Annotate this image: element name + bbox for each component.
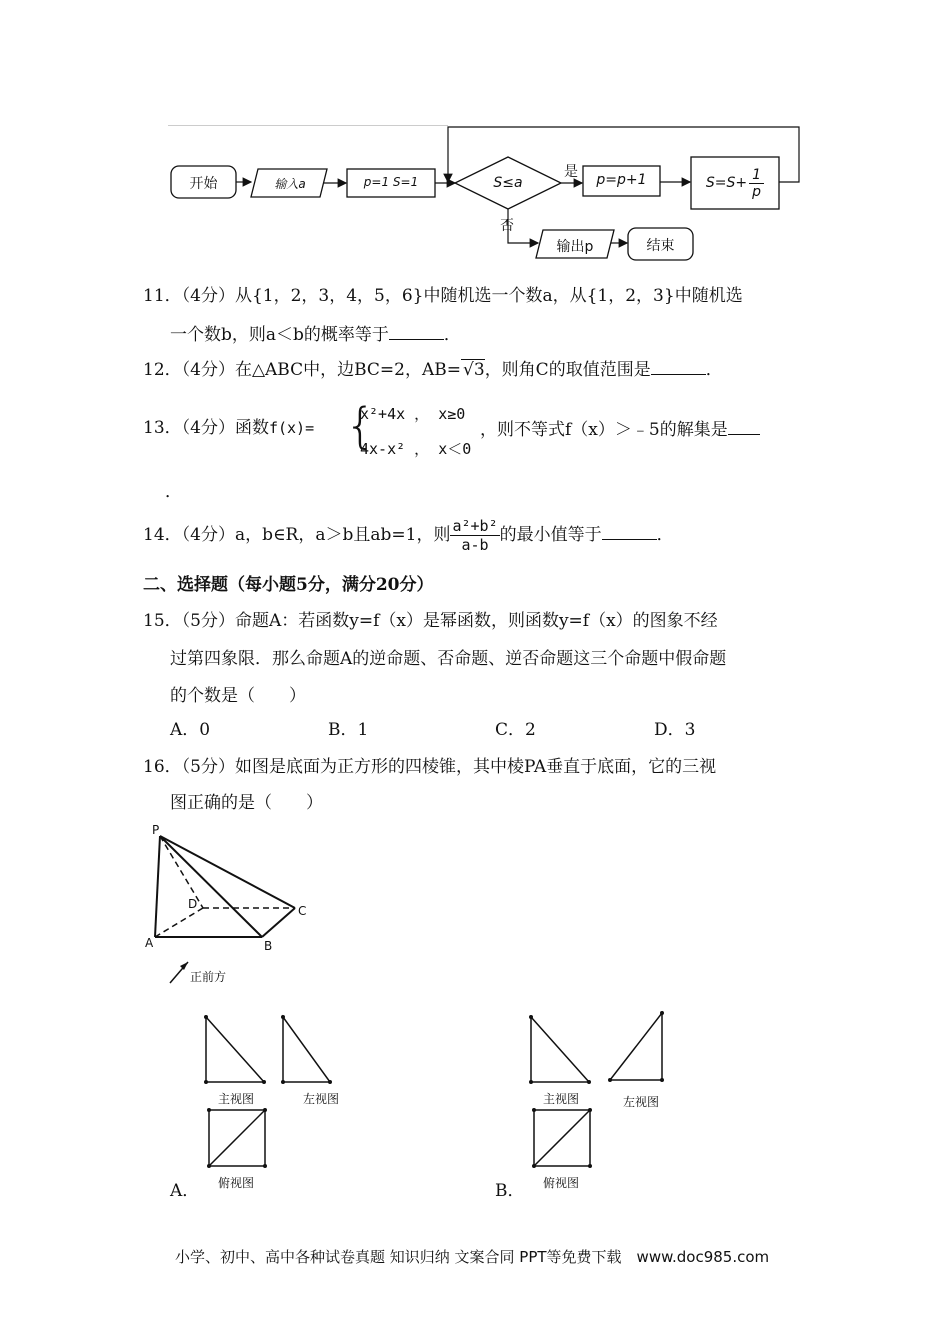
q14-frac xyxy=(450,517,499,554)
q14-num: a²+b² xyxy=(452,517,498,535)
yes-label: 是 xyxy=(564,164,578,180)
opt-a-main-label: 主视图 xyxy=(218,1092,255,1106)
q12-sqrt-val: 3 xyxy=(473,360,485,380)
cond-label: S≤a xyxy=(493,175,523,191)
opt-b-top-label: 俯视图 xyxy=(543,1176,580,1190)
q13-post-wrap xyxy=(480,418,760,440)
q14-blank xyxy=(602,523,657,540)
accum-prefix: S=S+ xyxy=(705,175,748,191)
q13 xyxy=(143,418,314,438)
flowchart-lines xyxy=(0,0,950,270)
opt-b-left-label: 左视图 xyxy=(623,1095,660,1109)
output-label: 输出p xyxy=(556,239,594,255)
input-label: 输入a xyxy=(274,177,306,191)
option-a-views[interactable] xyxy=(165,1010,365,1205)
pyramid-figure xyxy=(140,820,340,990)
opt-a-left-label: 左视图 xyxy=(303,1092,340,1106)
q15-opt-d[interactable]: D．3 xyxy=(654,720,696,740)
no-label: 否 xyxy=(500,218,514,234)
q15-line2: 过第四象限．那么命题A的逆命题、否命题、逆否命题这三个命题中假命题 xyxy=(170,649,727,669)
q13-fx: f(x)= xyxy=(268,419,315,437)
option-a-svg xyxy=(165,1010,365,1205)
pyr-label-b: B xyxy=(264,939,273,953)
start-label: 开始 xyxy=(189,176,218,192)
q13-pre: 13．（4分）函数 xyxy=(143,418,269,438)
pyramid-svg xyxy=(140,820,340,990)
q11-line2 xyxy=(170,323,461,345)
q11-line1: 11．（4分）从{1，2，3，4，5，6}中随机选一个数a，从{1，2，3}中随机选 xyxy=(143,286,743,306)
flowchart xyxy=(0,0,950,270)
q14-pre: 14．（4分）a，b∈R，a＞b且ab=1，则 xyxy=(143,525,451,545)
option-a-label[interactable]: A． xyxy=(170,1181,200,1201)
q15-line3: 的个数是（ ） xyxy=(170,686,306,706)
option-b-svg xyxy=(490,1005,690,1200)
footer: 小学、初中、高中各种试卷真题 知识归纳 文案合同 PPT等免费下载 www.doc985.com xyxy=(175,1248,770,1266)
option-b-label[interactable]: B． xyxy=(495,1181,525,1201)
option-b-views[interactable] xyxy=(490,1005,690,1200)
q12 xyxy=(143,358,723,380)
accum-num: 1 xyxy=(749,167,764,184)
q12-sqrt: √3 xyxy=(463,360,485,380)
q11-end: ． xyxy=(443,325,461,345)
q14-den: a-b xyxy=(461,536,489,554)
q13-post: ，则不等式f（x）＞﹣5的解集是 xyxy=(480,420,728,440)
pyr-label-c: C xyxy=(298,904,307,918)
end-label: 结束 xyxy=(646,238,675,254)
q14-end: ． xyxy=(656,525,674,545)
opt-b-main-label: 主视图 xyxy=(543,1092,580,1106)
pyr-label-front: 正前方 xyxy=(190,970,227,984)
q12-post: ，则角C的取值范围是 xyxy=(484,360,651,380)
q13-brace: { xyxy=(345,398,376,454)
q12-end: ． xyxy=(705,360,723,380)
pyr-label-d: D xyxy=(188,897,198,911)
q15-opt-a[interactable]: A．0 xyxy=(170,720,211,740)
q12-pre: 12．（4分）在△ABC中，边BC=2，AB= xyxy=(143,360,462,380)
accum-den: p xyxy=(752,183,762,200)
q16-line2: 图正确的是（ ） xyxy=(170,793,323,813)
q16-line1: 16．（5分）如图是底面为正方形的四棱锥，其中棱PA垂直于底面，它的三视 xyxy=(143,757,717,777)
q13-dot: ． xyxy=(165,482,182,502)
pyr-label-p: P xyxy=(152,823,160,837)
q13-case2: 4x-x² ， x＜0 xyxy=(360,440,472,458)
accum-label xyxy=(691,160,779,206)
q13-case1: x²+4x ， x≥0 xyxy=(360,405,466,423)
q12-blank xyxy=(651,358,706,375)
q15-opt-b[interactable]: B．1 xyxy=(328,720,369,740)
q15-opt-c[interactable]: C．2 xyxy=(495,720,536,740)
init-label: p=1 S=1 xyxy=(363,175,419,189)
pyr-label-a: A xyxy=(145,936,154,950)
opt-a-top-label: 俯视图 xyxy=(218,1176,255,1190)
q11-text: 一个数b，则a＜b的概率等于 xyxy=(170,325,389,345)
q14 xyxy=(143,513,674,557)
q13-blank xyxy=(728,418,760,435)
section-2-heading: 二、选择题（每小题5分，满分20分） xyxy=(143,575,434,595)
q15-line1: 15．（5分）命题A：若函数y=f（x）是幂函数，则函数y=f（x）的图象不经 xyxy=(143,611,718,631)
q14-post: 的最小值等于 xyxy=(499,525,602,545)
step-label: p=p+1 xyxy=(596,172,647,188)
q11-blank xyxy=(389,323,444,340)
